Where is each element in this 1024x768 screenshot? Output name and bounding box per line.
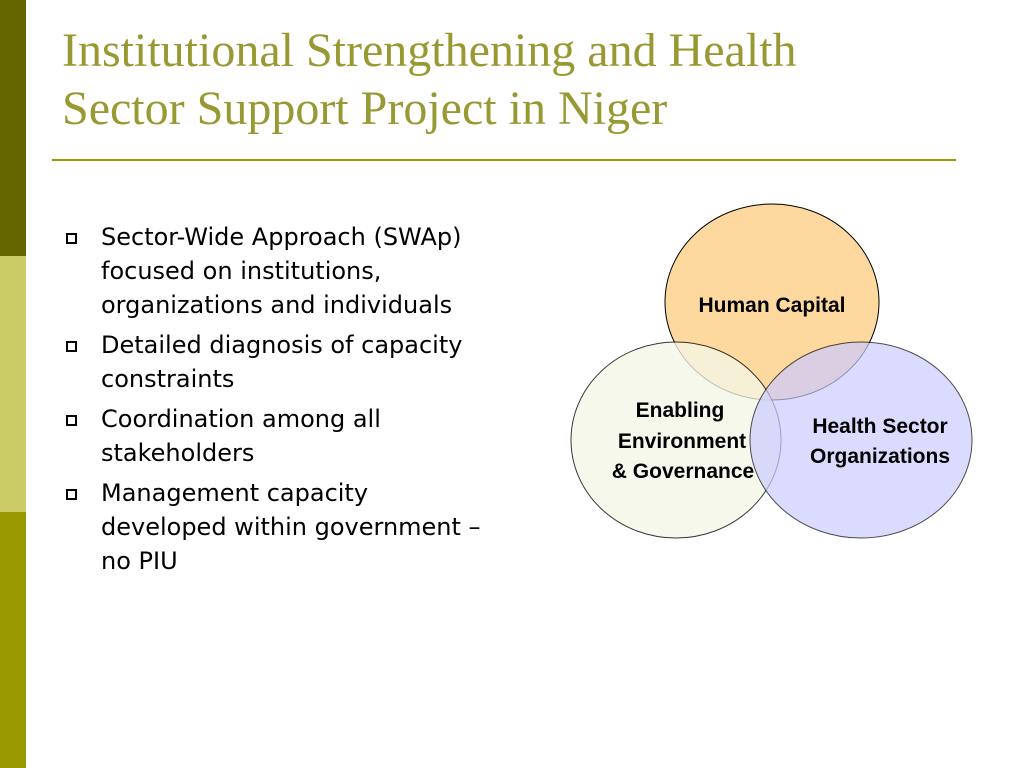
health-sector-circle (750, 342, 972, 538)
enabling-label-line-2: Environment (617, 430, 747, 453)
bullet-text: Detailed diagnosis of capacity constraints (101, 331, 463, 393)
title-line-2: Sector Support Project in Niger (62, 82, 668, 135)
enabling-label-line-1: Enabling (635, 399, 725, 422)
health-sector-label-line-2: Organizations (809, 445, 951, 468)
bullet-text: Sector-Wide Approach (SWAp) focused on institutions, organizations and individuals (101, 223, 462, 319)
health-sector-label-line-1: Health Sector (812, 415, 948, 438)
title-line-1: Institutional Strengthening and Health (62, 24, 797, 77)
bullet-text: Coordination among all stakeholders (101, 405, 381, 467)
bullet-text: Management capacity developed within government – no PIU (101, 479, 481, 575)
human-capital-label: Human Capital (698, 294, 846, 317)
enabling-label-line-3: & Governance (611, 460, 755, 483)
